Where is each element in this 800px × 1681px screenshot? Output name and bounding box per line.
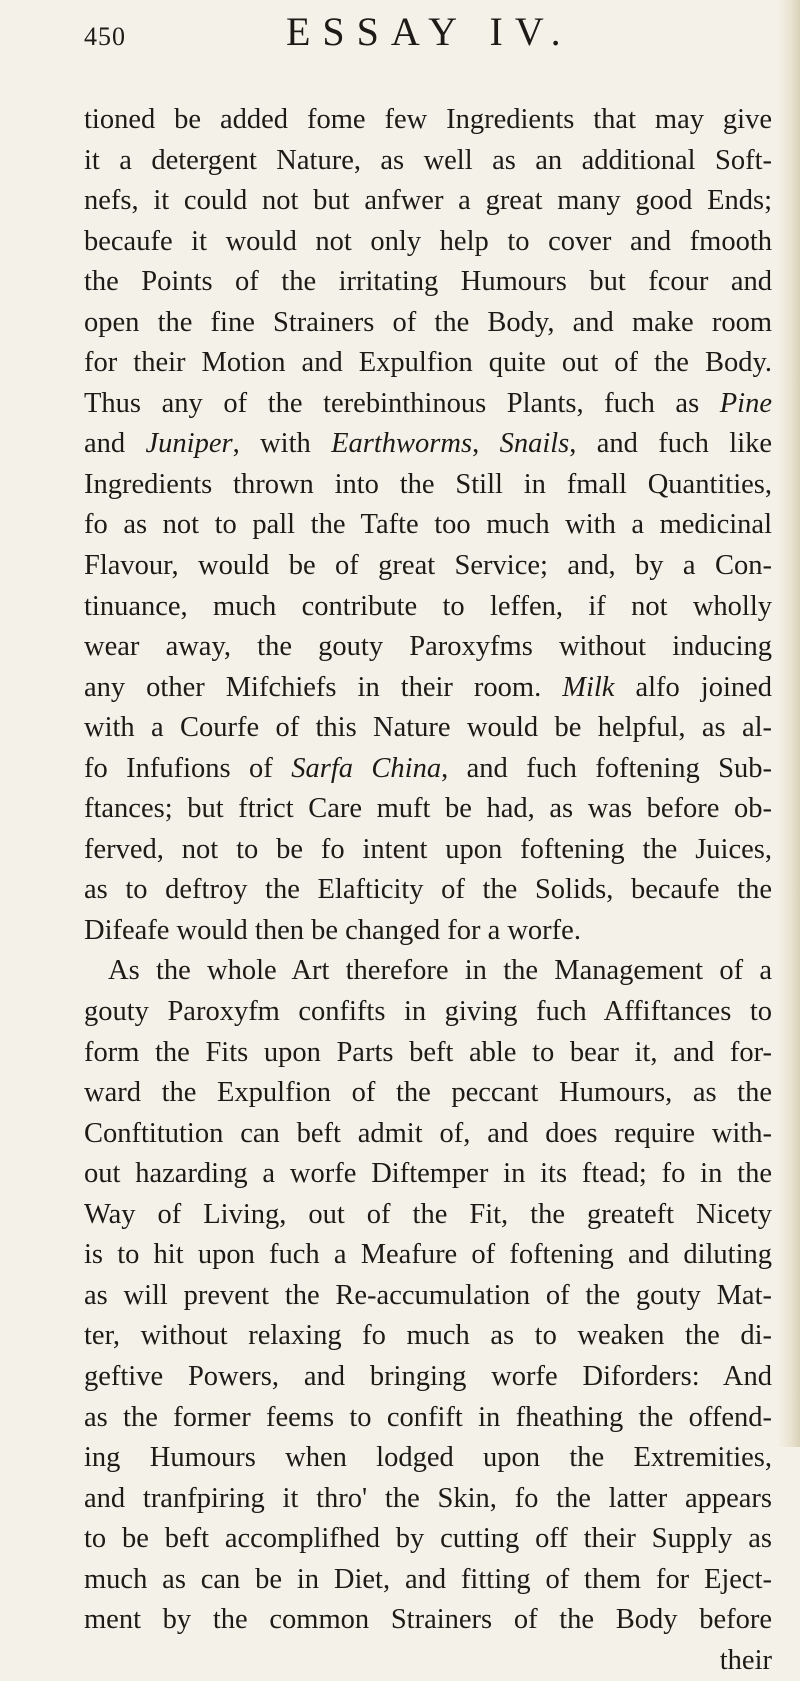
text-line: Conftitution can beft admit of, and does require with- xyxy=(84,1117,772,1149)
text-line: tioned be added fome few Ingredients that may give xyxy=(84,104,772,135)
text-line: as will prevent the Re-accumulation of the gouty Mat- xyxy=(84,1279,772,1311)
text-line: and Juniper, with Earthworms, Snails, and fuch like xyxy=(84,428,773,460)
text-line: ward the Expulfion of the peccant Humours, as the xyxy=(84,1077,772,1109)
text-line: form the Fits upon Parts beft able to bear it, and for- xyxy=(84,1036,772,1068)
text-line: geftive Powers, and bringing worfe Diforders: And xyxy=(84,1360,772,1392)
text-line: as to deftroy the Elafticity of the Solids, becaufe the xyxy=(84,874,772,906)
text-line: Thus any of the terebinthinous Plants, fuch as Pine xyxy=(84,387,772,419)
text-line: Ingredients thrown into the Still in fmall Quantities, xyxy=(84,468,772,500)
text-line: wear away, the gouty Paroxyfms without inducing xyxy=(84,631,772,663)
page-edge-shadow xyxy=(778,0,800,1447)
text-line: nefs, it could not but anfwer a great many good Ends; xyxy=(84,185,772,217)
text-line: ter, without relaxing fo much as to weaken the di- xyxy=(84,1320,772,1352)
text-line: any other Mifchiefs in their room. Milk alfo joined xyxy=(84,671,773,703)
text-line: for their Motion and Expulfion quite out of the Body. xyxy=(84,347,772,379)
text-line: much as can be in Diet, and fitting of them for Eject- xyxy=(84,1563,772,1595)
text-line: Flavour, would be of great Service; and, by a Con- xyxy=(84,550,772,582)
text-line: fo Infufions of Sarfa China, and fuch foftening Sub- xyxy=(84,752,772,784)
text-line: tinuance, much contribute to leffen, if not wholly xyxy=(84,590,772,622)
page-number: 450 xyxy=(84,22,126,51)
text-line: Way of Living, out of the Fit, the greateft Nicety xyxy=(84,1198,772,1230)
text-line: as the former feems to confift in fheathing the offend- xyxy=(84,1401,772,1433)
text-line: ment by the common Strainers of the Body before xyxy=(84,1604,772,1636)
text-line: gouty Paroxyfm confifts in giving fuch Affiftances to xyxy=(84,996,772,1028)
text-line: and tranfpiring it thro' the Skin, fo the latter appears xyxy=(84,1482,772,1514)
text-line: ftances; but ftrict Care muft be had, as was before ob- xyxy=(84,793,772,825)
text-line: to be beft accomplifhed by cutting off their Supply as xyxy=(84,1523,772,1555)
text-line: open the fine Strainers of the Body, and make room xyxy=(84,306,772,338)
page-header xyxy=(84,8,760,68)
text-line: the Points of the irritating Humours but fcour and xyxy=(84,266,772,298)
text-line: becaufe it would not only help to cover and fmooth xyxy=(84,225,772,257)
catchword: their xyxy=(719,1644,772,1676)
text-line: it a detergent Nature, as well as an additional Soft- xyxy=(84,144,772,176)
text-line: Difeafe would then be changed for a worfe. xyxy=(84,914,581,946)
running-head: ESSAY IV. xyxy=(286,9,573,54)
text-line: As the whole Art therefore in the Management of a xyxy=(108,955,772,987)
text-line: ferved, not to be fo intent upon foftening the Juices, xyxy=(84,833,772,865)
body-text xyxy=(84,100,772,1681)
text-line: is to hit upon fuch a Meafure of foftening and diluting xyxy=(84,1239,772,1271)
text-line: fo as not to pall the Tafte too much with a medicinal xyxy=(84,509,772,541)
text-line: ing Humours when lodged upon the Extremities, xyxy=(84,1442,772,1474)
text-line: out hazarding a worfe Diftemper in its ftead; fo in the xyxy=(84,1158,772,1190)
text-line: with a Courfe of this Nature would be helpful, as al- xyxy=(84,712,772,744)
